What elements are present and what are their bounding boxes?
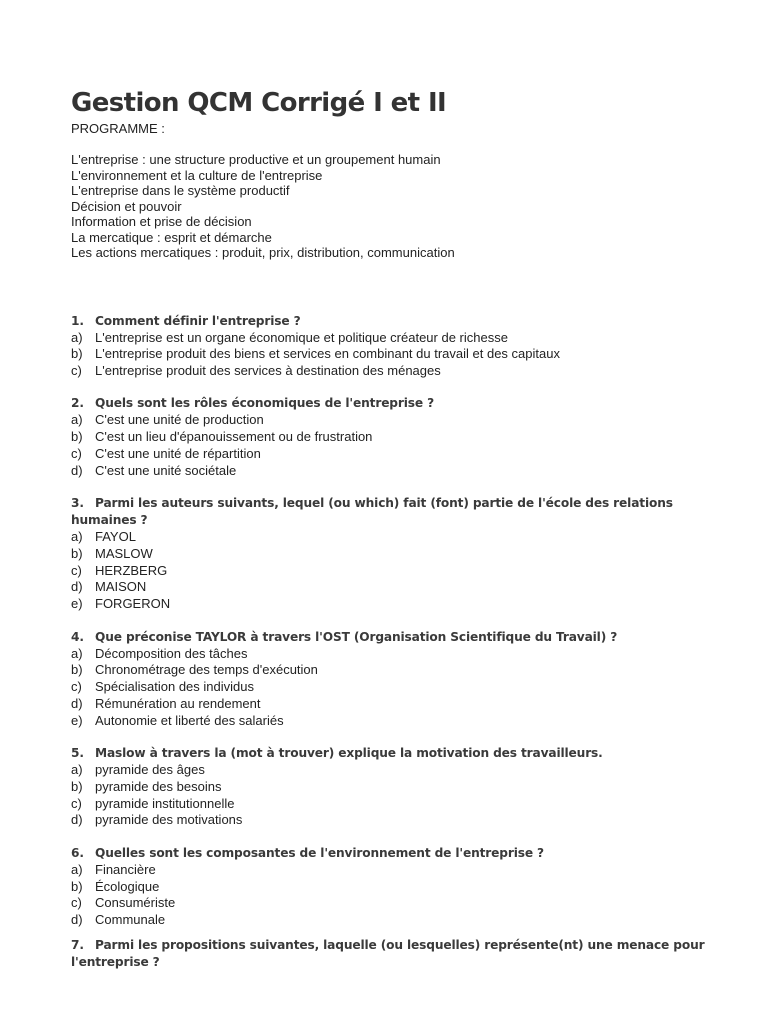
question-text: Que préconise TAYLOR à travers l'OST (Organisation Scientifique du Travail) ? bbox=[95, 629, 618, 644]
answer-option bbox=[71, 812, 731, 829]
answer-option bbox=[71, 330, 731, 347]
option-text: Chronométrage des temps d'exécution bbox=[95, 662, 318, 678]
programme-item: Les actions mercatiques : produit, prix, distribution, communication bbox=[71, 245, 455, 260]
question-number: 2. bbox=[71, 396, 84, 411]
option-text: Écologique bbox=[95, 878, 160, 894]
answer-option bbox=[71, 796, 731, 813]
answer-option bbox=[71, 862, 731, 879]
answer-option bbox=[71, 412, 731, 429]
answer-option bbox=[71, 779, 731, 796]
option-letter: a) bbox=[71, 762, 83, 778]
option-text: Consumériste bbox=[95, 895, 176, 911]
option-text: FAYOL bbox=[95, 529, 136, 545]
option-letter: b) bbox=[71, 346, 83, 362]
option-letter: b) bbox=[71, 778, 83, 794]
question-text: Parmi les propositions suivantes, laquelle (ou lesquelles) représente(nt) une menace pour l'entreprise ? bbox=[71, 937, 705, 969]
answer-option bbox=[71, 546, 731, 563]
option-text: pyramide des besoins bbox=[95, 778, 222, 794]
question-number: 5. bbox=[71, 746, 84, 761]
option-text: pyramide des âges bbox=[95, 762, 205, 778]
question-block bbox=[71, 937, 731, 971]
question-heading bbox=[71, 313, 731, 330]
question-list bbox=[71, 313, 731, 971]
option-text: pyramide des motivations bbox=[95, 812, 243, 828]
question-number: 7. bbox=[71, 937, 84, 952]
option-letter: a) bbox=[71, 529, 83, 545]
answer-option bbox=[71, 346, 731, 363]
question-text: Comment définir l'entreprise ? bbox=[95, 313, 301, 328]
answer-option bbox=[71, 579, 731, 596]
answer-option bbox=[71, 762, 731, 779]
option-text: Décomposition des tâches bbox=[95, 645, 248, 661]
programme-item: L'entreprise : une structure productive et un groupement humain bbox=[71, 152, 441, 167]
answer-option bbox=[71, 529, 731, 546]
question-block bbox=[71, 495, 731, 613]
question-text: Maslow à travers la (mot à trouver) explique la motivation des travailleurs. bbox=[95, 746, 603, 761]
option-letter: a) bbox=[71, 861, 83, 877]
programme-list bbox=[71, 152, 731, 261]
option-text: C'est une unité de répartition bbox=[95, 445, 261, 461]
answer-option bbox=[71, 363, 731, 380]
option-text: C'est un lieu d'épanouissement ou de frustration bbox=[95, 429, 373, 445]
question-block bbox=[71, 845, 731, 929]
option-letter: b) bbox=[71, 662, 83, 678]
question-heading bbox=[71, 395, 731, 412]
answer-option bbox=[71, 679, 731, 696]
option-letter: d) bbox=[71, 695, 83, 711]
question-heading bbox=[71, 845, 731, 862]
answer-option bbox=[71, 446, 731, 463]
option-letter: d) bbox=[71, 812, 83, 828]
question-number: 1. bbox=[71, 313, 84, 328]
option-letter: e) bbox=[71, 596, 83, 612]
option-text: Rémunération au rendement bbox=[95, 695, 261, 711]
option-letter: c) bbox=[71, 679, 82, 695]
question-block bbox=[71, 629, 731, 730]
answer-option bbox=[71, 696, 731, 713]
answer-option bbox=[71, 713, 731, 730]
option-letter: c) bbox=[71, 562, 82, 578]
answer-option bbox=[71, 596, 731, 613]
option-text: Communale bbox=[95, 912, 166, 928]
answer-option bbox=[71, 662, 731, 679]
option-letter: a) bbox=[71, 329, 83, 345]
option-letter: c) bbox=[71, 895, 82, 911]
option-text: MAISON bbox=[95, 579, 147, 595]
document-page bbox=[71, 86, 731, 971]
answer-option bbox=[71, 895, 731, 912]
question-text: Quelles sont les composantes de l'environnement de l'entreprise ? bbox=[95, 845, 544, 860]
option-text: MASLOW bbox=[95, 545, 153, 561]
option-letter: a) bbox=[71, 412, 83, 428]
option-text: HERZBERG bbox=[95, 562, 168, 578]
question-heading bbox=[71, 745, 731, 762]
option-letter: b) bbox=[71, 545, 83, 561]
question-number: 6. bbox=[71, 845, 84, 860]
answer-option bbox=[71, 879, 731, 896]
option-letter: c) bbox=[71, 795, 82, 811]
question-heading bbox=[71, 629, 731, 646]
question-block bbox=[71, 313, 731, 380]
option-letter: c) bbox=[71, 445, 82, 461]
option-letter: b) bbox=[71, 878, 83, 894]
option-letter: a) bbox=[71, 645, 83, 661]
question-block bbox=[71, 745, 731, 829]
question-heading bbox=[71, 495, 731, 529]
programme-item: L'environnement et la culture de l'entreprise bbox=[71, 167, 323, 183]
option-text: Financière bbox=[95, 861, 156, 877]
answer-option bbox=[71, 646, 731, 663]
question-text: Quels sont les rôles économiques de l'entreprise ? bbox=[95, 396, 434, 411]
programme-item: Information et prise de décision bbox=[71, 214, 252, 229]
option-text: L'entreprise est un organe économique et politique créateur de richesse bbox=[95, 329, 508, 345]
option-letter: d) bbox=[71, 462, 83, 478]
question-block bbox=[71, 395, 731, 479]
programme-item: Décision et pouvoir bbox=[71, 198, 182, 214]
option-text: FORGERON bbox=[95, 596, 171, 612]
option-text: C'est une unité sociétale bbox=[95, 462, 237, 478]
option-text: L'entreprise produit des biens et services en combinant du travail et des capitaux bbox=[95, 346, 560, 362]
option-text: Spécialisation des individus bbox=[95, 679, 254, 695]
option-letter: c) bbox=[71, 363, 82, 379]
answer-option bbox=[71, 429, 731, 446]
option-letter: b) bbox=[71, 429, 83, 445]
option-letter: d) bbox=[71, 912, 83, 928]
programme-item: L'entreprise dans le système productif bbox=[71, 183, 290, 198]
answer-option bbox=[71, 463, 731, 480]
option-text: Autonomie et liberté des salariés bbox=[95, 712, 284, 728]
question-number: 3. bbox=[71, 496, 84, 511]
programme-label: PROGRAMME : bbox=[71, 121, 165, 136]
question-heading bbox=[71, 937, 731, 971]
question-text: Parmi les auteurs suivants, lequel (ou which) fait (font) partie de l'école des relations humaines ? bbox=[71, 496, 673, 528]
option-text: pyramide institutionnelle bbox=[95, 795, 235, 811]
option-letter: d) bbox=[71, 579, 83, 595]
option-text: L'entreprise produit des services à destination des ménages bbox=[95, 363, 441, 379]
programme-item: La mercatique : esprit et démarche bbox=[71, 229, 272, 245]
option-letter: e) bbox=[71, 712, 83, 728]
answer-option bbox=[71, 912, 731, 929]
option-text: C'est une unité de production bbox=[95, 412, 264, 428]
question-number: 4. bbox=[71, 629, 84, 644]
document-title: Gestion QCM Corrigé I et II bbox=[71, 88, 447, 118]
answer-option bbox=[71, 563, 731, 580]
